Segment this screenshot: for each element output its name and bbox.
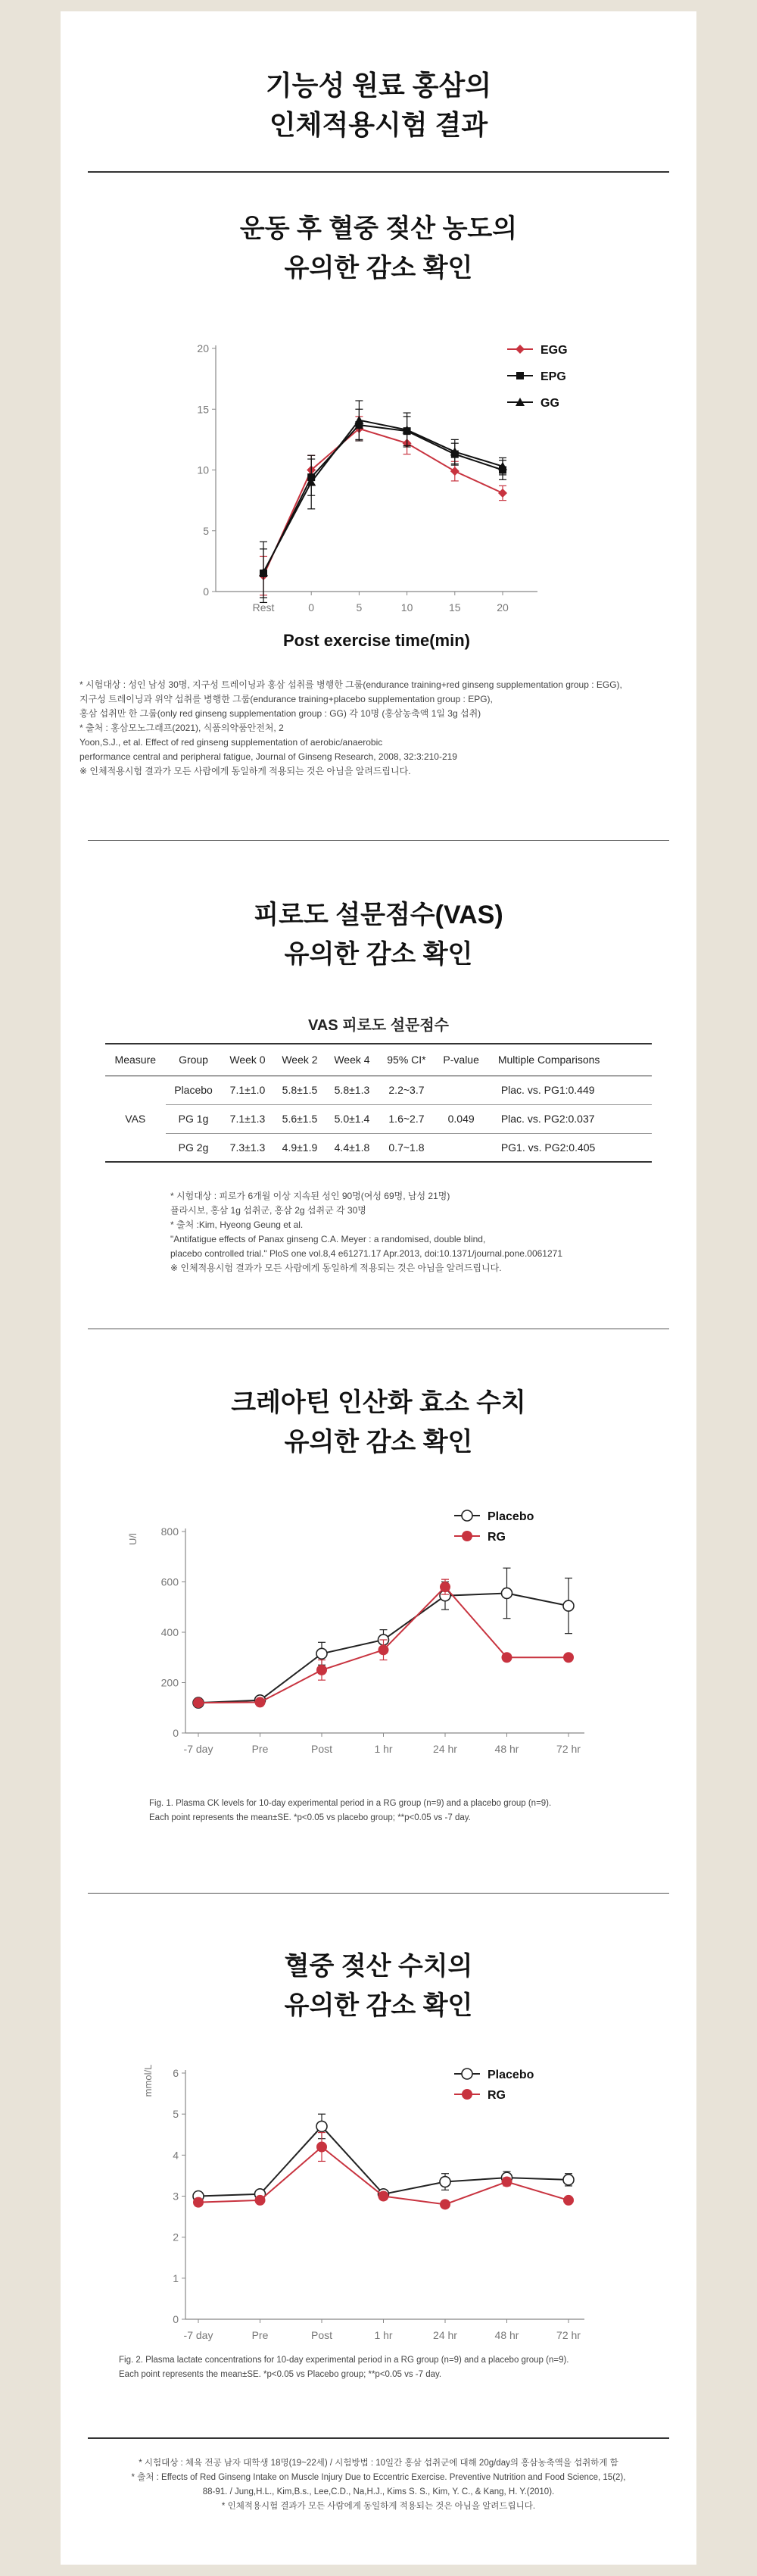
table-cell: 7.3±1.3 xyxy=(221,1133,273,1162)
section3-caption xyxy=(149,1797,551,1825)
page-title-line1: 기능성 원료 홍삼의 xyxy=(265,70,492,101)
data-point xyxy=(316,1648,327,1659)
footer-divider xyxy=(88,2437,669,2439)
section4-caption-line: Each point represents the mean±SE. *p<0.05 vs Placebo group; **p<0.05 vs -7 day. xyxy=(119,2370,442,2379)
x-tick-label: Pre xyxy=(251,1743,269,1755)
page-title-line2: 인체적용시험 결과 xyxy=(269,109,488,140)
ck-levels-chart xyxy=(61,1492,696,1788)
section1-title-line1: 운동 후 혈중 젖산 농도의 xyxy=(239,214,518,243)
data-point xyxy=(440,1582,450,1592)
section1-note-line: ※ 인체적용시험 결과가 모든 사람에게 동일하게 적용되는 것은 아님을 알려드립니다. xyxy=(79,766,411,776)
table-cell: 4.4±1.8 xyxy=(326,1133,378,1162)
x-tick-label: 10 xyxy=(400,601,413,614)
data-point xyxy=(378,2191,389,2202)
footer-notes xyxy=(61,2456,696,2514)
section3-caption-line: Fig. 1. Plasma CK levels for 10-day experimental period in a RG group (n=9) and a placebo group (n=9). xyxy=(149,1799,552,1808)
table-cell: 5.8±1.3 xyxy=(326,1076,378,1104)
x-axis-label: Post exercise time(min) xyxy=(283,631,470,650)
y-tick-label: 6 xyxy=(173,2067,179,2079)
table-header: Multiple Comparisons xyxy=(488,1044,652,1076)
section2-note-line: * 출처 :Kim, Hyeong Geung et al. xyxy=(170,1219,304,1230)
x-tick-label: Post xyxy=(310,2329,333,2341)
legend-label: Placebo xyxy=(488,1510,534,1523)
y-tick-label: 20 xyxy=(197,342,209,354)
table-cell: PG 1g xyxy=(166,1104,222,1133)
data-point xyxy=(450,467,459,476)
plasma-lactate-chart xyxy=(61,2049,696,2352)
x-tick-label: -7 day xyxy=(183,1743,213,1755)
section3-title-line1: 크레아틴 인산화 효소 수치 xyxy=(231,1388,526,1417)
table-header: Week 2 xyxy=(273,1044,326,1076)
section1-note-line: Yoon,S.J., et al. Effect of red ginseng supplementation of aerobic/anaerobic xyxy=(79,737,383,748)
table-cell: Placebo xyxy=(166,1076,222,1104)
section4-caption xyxy=(119,2353,569,2382)
table-cell: 1.6~2.7 xyxy=(378,1104,435,1133)
x-tick-label: -7 day xyxy=(183,2329,213,2341)
table-cell: 5.8±1.5 xyxy=(273,1076,326,1104)
data-point xyxy=(316,1665,327,1675)
table-header: 95% CI* xyxy=(378,1044,435,1076)
section1-note-line: 홍삼 섭취만 한 그룹(only red ginseng supplementation group : GG) 각 10명 (홍삼농축액 1일 3g 섭취) xyxy=(79,708,481,719)
y-tick-label: 400 xyxy=(160,1626,179,1638)
x-tick-label: 5 xyxy=(356,601,363,614)
section2-title-line2: 유의한 감소 확인 xyxy=(284,940,473,969)
x-tick-label: Rest xyxy=(252,601,275,614)
data-point xyxy=(563,1600,574,1611)
y-tick-label: 0 xyxy=(203,585,209,598)
x-tick-label: 1 hr xyxy=(374,1743,393,1755)
footer-note-line: * 시험대상 : 체육 전공 남자 대학생 18명(19~22세) / 시험방법 : 10일간 홍삼 섭취군에 대해 20g/day의 홍삼농축액을 섭취하게 함 xyxy=(139,2459,618,2468)
data-point xyxy=(316,2121,327,2131)
data-point xyxy=(498,489,507,498)
table-cell: 7.1±1.3 xyxy=(221,1104,273,1133)
data-point xyxy=(502,1588,512,1598)
lactate-exercise-chart xyxy=(61,322,696,678)
legend-marker xyxy=(516,372,524,379)
section2-notes xyxy=(170,1189,562,1276)
x-tick-label: 48 hr xyxy=(494,2329,519,2341)
section1-notes xyxy=(79,678,622,779)
table-header: Group xyxy=(166,1044,222,1076)
data-point xyxy=(255,2195,266,2206)
data-point xyxy=(440,2199,450,2209)
x-tick-label: 24 hr xyxy=(433,1743,457,1755)
y-tick-label: 800 xyxy=(160,1525,179,1538)
section2-title-line1: 피로도 설문점수(VAS) xyxy=(254,901,503,929)
x-tick-label: 0 xyxy=(308,601,315,614)
y-tick-label: 4 xyxy=(173,2149,179,2162)
y-tick-label: 600 xyxy=(160,1575,179,1588)
table-cell xyxy=(435,1076,487,1104)
legend-label: Placebo xyxy=(488,2069,534,2081)
table-cell: 0.049 xyxy=(435,1104,487,1133)
data-point xyxy=(440,2177,450,2187)
section4-title-line2: 유의한 감소 확인 xyxy=(284,1991,473,2020)
table-cell: 0.7~1.8 xyxy=(378,1133,435,1162)
x-tick-label: 72 hr xyxy=(556,1743,581,1755)
x-tick-label: 48 hr xyxy=(494,1743,519,1755)
section1-note-line: * 출처 : 홍삼모노그래프(2021), 식품의약품안전처, 2 xyxy=(79,723,284,733)
data-point xyxy=(563,2175,574,2185)
section4-caption-line: Fig. 2. Plasma lactate concentrations for 10-day experimental period in a RG group (n=9) and a placebo group (n=9). xyxy=(119,2356,569,2365)
section2-note-line: "Antifatigue effects of Panax ginseng C.A. Meyer : a randomised, double blind, xyxy=(170,1234,486,1244)
legend-label: EGG xyxy=(540,344,568,357)
section3-caption-line: Each point represents the mean±SE. *p<0.05 vs placebo group; **p<0.05 vs -7 day. xyxy=(149,1813,471,1822)
y-tick-label: 15 xyxy=(197,403,209,416)
legend-label: GG xyxy=(540,397,559,410)
table-header: P-value xyxy=(435,1044,487,1076)
table-cell: 2.2~3.7 xyxy=(378,1076,435,1104)
vas-table-title: VAS 피로도 설문점수 xyxy=(308,1017,449,1034)
x-tick-label: 20 xyxy=(497,601,509,614)
y-tick-label: 5 xyxy=(203,524,209,537)
table-cell: Plac. vs. PG1:0.449 xyxy=(488,1076,652,1104)
section3-divider xyxy=(88,1893,669,1894)
table-cell-measure: VAS xyxy=(105,1076,166,1162)
content-card xyxy=(61,11,696,2565)
section1-title-line2: 유의한 감소 확인 xyxy=(284,254,473,283)
table-header: Week 4 xyxy=(326,1044,378,1076)
data-point xyxy=(502,2177,512,2187)
vas-table xyxy=(105,1043,652,1163)
table-cell: 5.6±1.5 xyxy=(273,1104,326,1133)
table-cell: Plac. vs. PG2:0.037 xyxy=(488,1104,652,1133)
table-header-row xyxy=(105,1044,652,1076)
x-tick-label: Pre xyxy=(251,2329,269,2341)
section1-note-line: performance central and peripheral fatigue, Journal of Ginseng Research, 2008, 32:3:210-219 xyxy=(79,751,457,762)
y-tick-label: 1 xyxy=(173,2272,179,2284)
data-point xyxy=(563,1652,574,1663)
y-tick-label: 0 xyxy=(173,2313,179,2325)
data-point xyxy=(502,1652,512,1663)
table-cell: PG 2g xyxy=(166,1133,222,1162)
data-point xyxy=(316,2142,327,2153)
section2-note-line: 플라시보, 홍삼 1g 섭취군, 홍삼 2g 섭취군 각 30명 xyxy=(170,1205,366,1216)
section2-note-line: ※ 인체적용시험 결과가 모든 사람에게 동일하게 적용되는 것은 아님을 알려드립니다. xyxy=(170,1263,502,1273)
y-tick-label: 2 xyxy=(173,2231,179,2243)
section1-divider xyxy=(88,840,669,841)
table-row xyxy=(105,1133,652,1162)
footer-note-line: * 인체적용시험 결과가 모든 사람에게 동일하게 적용되는 것은 아님을 알려드립니다. xyxy=(221,2502,536,2511)
legend-label: RG xyxy=(488,1531,506,1544)
table-row xyxy=(105,1076,652,1104)
y-tick-label: 3 xyxy=(173,2190,179,2203)
legend-marker xyxy=(462,2089,472,2100)
footer-note-line: 88-91. / Jung,H.L., Kim,B.s., Lee,C.D., Na,H.J., Kims S. S., Kim, Y. C., & Kang, H. Y.(2010). xyxy=(202,2487,555,2496)
table-cell: 5.0±1.4 xyxy=(326,1104,378,1133)
y-tick-label: 200 xyxy=(160,1676,179,1689)
data-point xyxy=(193,2197,204,2208)
section1-note-line: * 시험대상 : 성인 남성 30명, 지구성 트레이닝과 홍삼 섭취를 병행한 그룹(endurance training+red ginseng supplementation group : EGG), xyxy=(79,679,622,690)
section2-note-line: * 시험대상 : 피로가 6개월 이상 지속된 성인 90명(여성 69명, 남성 21명) xyxy=(170,1191,450,1201)
section2-note-line: placebo controlled trial." PloS one vol.8,4 e61271.17 Apr.2013, doi:10.1371/journal.pone.0061271 xyxy=(170,1248,562,1259)
y-tick-label: 10 xyxy=(197,464,209,476)
table-cell xyxy=(435,1133,487,1162)
table-cell: 7.1±1.0 xyxy=(221,1076,273,1104)
data-point xyxy=(378,1644,389,1655)
series-line-placebo xyxy=(198,2126,569,2196)
data-point xyxy=(193,1697,204,1708)
y-tick-label: 5 xyxy=(173,2108,179,2121)
legend-label: EPG xyxy=(540,370,566,383)
data-point xyxy=(563,2195,574,2206)
x-tick-label: Post xyxy=(310,1743,333,1755)
legend-marker xyxy=(516,345,525,354)
data-point xyxy=(255,1697,266,1707)
legend-marker xyxy=(462,1510,472,1521)
section1-note-line: 지구성 트레이닝과 위약 섭취를 병행한 그룹(endurance training+placebo supplementation group : EPG), xyxy=(79,694,493,704)
y-axis-label: mmol/L xyxy=(142,2064,154,2097)
table-cell: PG1. vs. PG2:0.405 xyxy=(488,1133,652,1162)
footer-note-line: * 출처 : Effects of Red Ginseng Intake on Muscle Injury Due to Eccentric Exercise. Preventive Nutrition and Food Science, 15(2), xyxy=(131,2473,626,2482)
table-header: Week 0 xyxy=(221,1044,273,1076)
section4-title-line1: 혈중 젖산 수치의 xyxy=(284,1952,473,1981)
table-row xyxy=(105,1104,652,1133)
legend-label: RG xyxy=(488,2089,506,2102)
x-tick-label: 15 xyxy=(449,601,461,614)
x-tick-label: 72 hr xyxy=(556,2329,581,2341)
x-tick-label: 24 hr xyxy=(433,2329,457,2341)
section3-title-line2: 유의한 감소 확인 xyxy=(284,1428,473,1457)
legend-marker xyxy=(462,1531,472,1541)
y-tick-label: 0 xyxy=(173,1727,179,1739)
y-axis-label: U/l xyxy=(127,1533,139,1545)
legend-marker xyxy=(462,2069,472,2079)
series-line-epg xyxy=(263,425,503,573)
x-tick-label: 1 hr xyxy=(374,2329,393,2341)
table-cell: 4.9±1.9 xyxy=(273,1133,326,1162)
header-divider xyxy=(88,171,669,173)
table-header: Measure xyxy=(105,1044,166,1076)
